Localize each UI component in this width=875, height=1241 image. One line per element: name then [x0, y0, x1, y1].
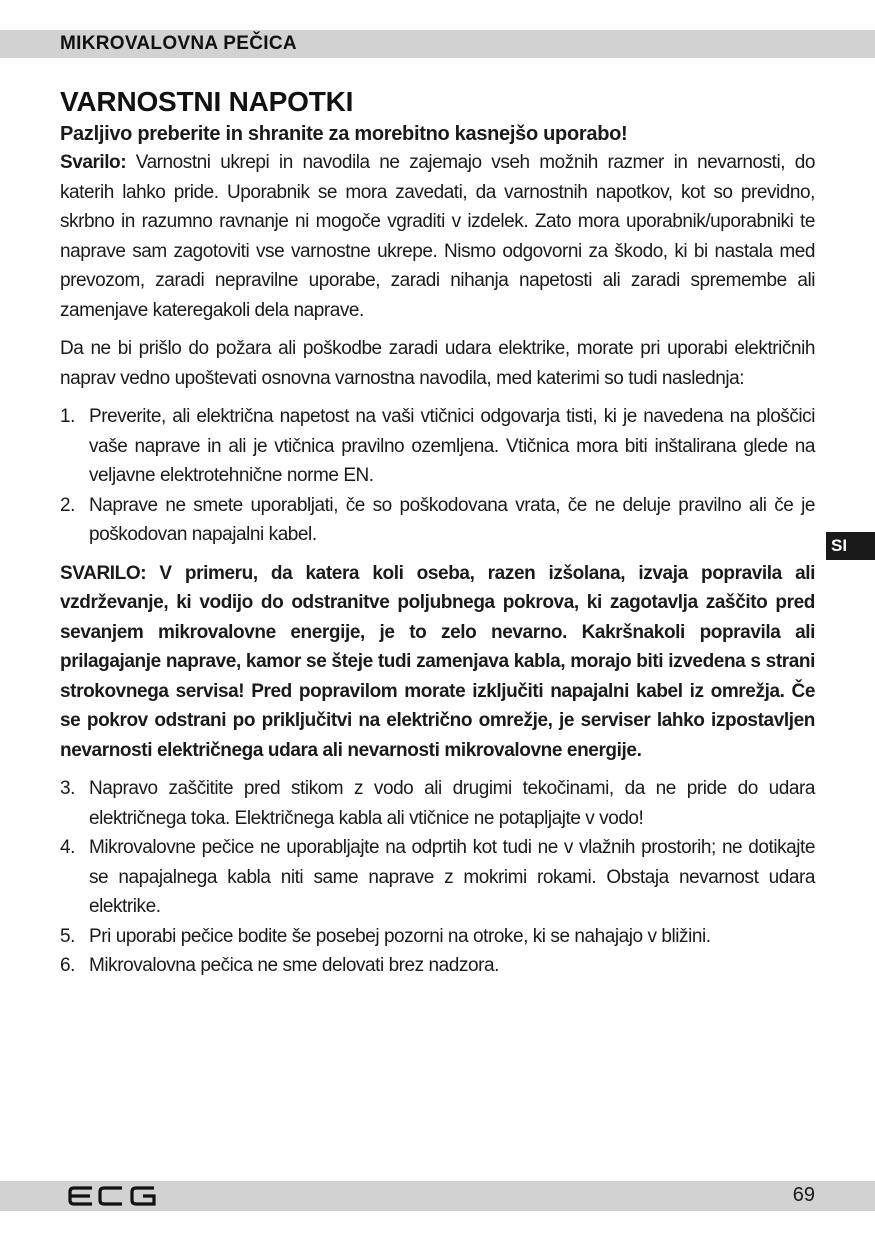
- list-item-text: Preverite, ali električna napetost na vaši vtičnici odgovarja tisti, ki je navedena na ploščici vaše naprave in ali je vtičnica pravilno ozemljena. Vtičnica mora biti inštalirana glede na veljavne elektrotehnične norme EN.: [89, 406, 815, 486]
- list-item: [60, 951, 815, 981]
- page-number: 69: [792, 1184, 815, 1206]
- intro-text: Varnostni ukrepi in navodila ne zajemajo vseh možnih razmer in nevarnosti, do katerih lahko pride. Uporabnik se mora zavedati, da varnostnih napotkov, kot so previdno, skrbno in razumno ravnanje ni mogoče vgraditi v izdelek. Zato mora uporabnik/uporabniki te naprave sam zagotoviti vse varnostne ukrepe. Nismo odgovorni za škodo, ki bi nastala med prevozom, zaradi nepravilne uporabe, zaradi nihanja napetosti ali zaradi spremembe ali zamenjave kateregakoli dela naprave.: [60, 152, 815, 321]
- list-item-text: Naprave ne smete uporabljati, če so poškodovana vrata, če ne deluje pravilno ali če je poškodovan napajalni kabel.: [89, 494, 815, 545]
- list-item-number: 2.: [60, 494, 75, 516]
- list-item-text: Napravo zaščitite pred stikom z vodo ali drugimi tekočinami, da ne pride do udara električnega toka. Električnega kabla ali vtičnice ne potapljajte v vodo!: [89, 778, 815, 829]
- footer-bar: [0, 1181, 875, 1211]
- general-paragraph: Da ne bi prišlo do požara ali poškodbe zaradi udara elektrike, morate pri uporabi električnih naprav vedno upoštevati osnovna varnostna navodila, med katerimi so tudi naslednja:: [60, 338, 815, 389]
- language-tab: SI: [826, 532, 875, 560]
- intro-label: Svarilo:: [60, 152, 127, 173]
- list-item: [60, 833, 815, 922]
- page-subtitle: Pazljivo preberite in shranite za morebitno kasnejšo uporabo!: [60, 123, 628, 145]
- list-item: [60, 491, 815, 550]
- safety-list-1: [60, 402, 815, 550]
- list-item-number: 6.: [60, 955, 75, 976]
- warning-paragraph: SVARILO: V primeru, da katera koli oseba, razen izšolana, izvaja popravila ali vzdrževanje, ki vodijo do odstranitve poljubnega pokrova, ki zagotavlja zaščito pred sevanjem mikrovalovne energije, je to zelo nevarno. Kakršnakoli popravila ali prilagajanje naprave, kamor se šteje tudi zamenjava kabla, morajo biti izvedena s strani strokovnega servisa! Pred popravilom morate izključiti napajalni kabel iz omrežja. Če se pokrov odstrani po priključitvi na električno omrežje, je serviser lahko izpostavljen nevarnosti električnega udara ali nevarnosti mikrovalovne energije.: [60, 562, 815, 761]
- list-item: [60, 922, 815, 952]
- list-item-number: 4.: [60, 837, 75, 858]
- list-item-text: Mikrovalovne pečice ne uporabljajte na odprtih kot tudi ne v vlažnih prostorih; ne dotikajte se napajalnega kabla niti same naprave z mokrimi rokami. Obstaja nevarnost udara elektrike.: [89, 837, 815, 917]
- header-bar: [0, 30, 875, 58]
- list-item-number: 1.: [60, 406, 75, 427]
- safety-list-2: [60, 774, 815, 981]
- page-heading: VARNOSTNI NAPOTKI: [60, 86, 354, 117]
- page-content: [60, 84, 815, 990]
- ecg-logo: [68, 1186, 158, 1206]
- list-item: [60, 774, 815, 833]
- list-item-number: 5.: [60, 925, 75, 947]
- list-item-number: 3.: [60, 778, 75, 799]
- list-item-text: Mikrovalovna pečica ne sme delovati brez nadzora.: [89, 955, 499, 976]
- intro-paragraph: [60, 148, 815, 325]
- list-item: [60, 402, 815, 491]
- list-item-text: Pri uporabi pečice bodite še posebej pozorni na otroke, ki se nahajajo v bližini.: [89, 925, 711, 947]
- header-title: MIKROVALOVNA PEČICA: [60, 33, 297, 54]
